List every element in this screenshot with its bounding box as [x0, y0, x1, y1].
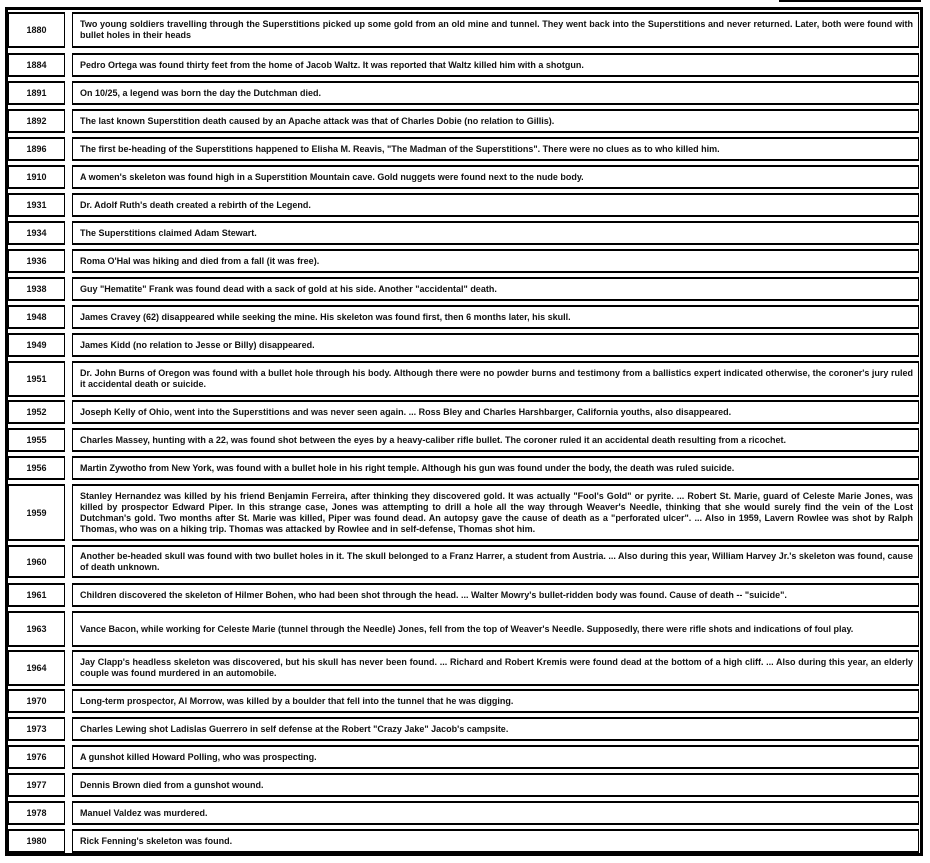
- year-cell: 1938: [8, 277, 65, 301]
- description-text: Children discovered the skeleton of Hilmer Bohen, who had been shot through the head. ... Walter Mowry's bullet-ridden body was found. Cause of death -- "suicide".: [80, 589, 787, 600]
- year-cell: 1960: [8, 545, 65, 578]
- year-cell: 1959: [8, 484, 65, 541]
- table-row: [8, 165, 924, 189]
- description-cell: [72, 689, 919, 713]
- table-row: [8, 689, 924, 713]
- table-row: [8, 583, 924, 607]
- description-cell: [72, 137, 919, 161]
- description-text: Martin Zywotho from New York, was found with a bullet hole in his right temple. Although his gun was found under the body, the death was ruled suicide.: [80, 462, 735, 473]
- description-cell: [72, 583, 919, 607]
- description-cell: [72, 165, 919, 189]
- table-row: [8, 829, 924, 853]
- description-cell: [72, 361, 919, 397]
- description-text: Charles Massey, hunting with a 22, was found shot between the eyes by a heavy-caliber rifle bullet. The coroner ruled it an accidental death resulting from a ricochet.: [80, 434, 787, 445]
- year-cell: 1948: [8, 305, 65, 329]
- table-row: [8, 53, 924, 77]
- description-text: James Kidd (no relation to Jesse or Billy) disappeared.: [80, 339, 315, 350]
- description-cell: [72, 773, 919, 797]
- year-cell: 1961: [8, 583, 65, 607]
- description-cell: [72, 400, 919, 424]
- description-text: The Superstitions claimed Adam Stewart.: [80, 227, 257, 238]
- description-cell: [72, 249, 919, 273]
- description-cell: [72, 305, 919, 329]
- description-text: Stanley Hernandez was killed by his friend Benjamin Ferreira, after thinking they discovered gold. It was actually "Fool's Gold" or pyrite. ... Robert St. Marie, guard of Celeste Marie Jones, was killed by prospector Edward Piper. In this strange case, Jones was attempting to drill a hole all the way through Weaver's Needle, thinking that she would surely find the vein of the Lost Dutchman's gold. Two months after St. Marie was killed, Piper was found dead. An autopsy gave the cause of death as a "perforated ulcer". ... Also in 1959, Lavern Rowlee was shot by Ralph Thomas, who was on a hiking trip. Thomas was attacked by Rowlee and in self-defense, Thomas shot him.: [80, 490, 913, 534]
- table-row: [8, 137, 924, 161]
- description-text: Rick Fenning's skeleton was found.: [80, 835, 233, 846]
- table-row: [8, 611, 924, 647]
- year-cell: 1978: [8, 801, 65, 825]
- description-cell: [72, 484, 919, 541]
- year-cell: 1936: [8, 249, 65, 273]
- description-text: Roma O'Hal was hiking and died from a fall (it was free).: [80, 255, 320, 266]
- description-cell: [72, 801, 919, 825]
- table-row: [8, 717, 924, 741]
- description-text: Two young soldiers travelling through the Superstitions picked up some gold from an old mine and tunnel. They went back into the Superstitions and never returned. Later, both were found with bullet holes in their heads: [80, 19, 913, 40]
- year-cell: 1980: [8, 829, 65, 853]
- description-text: Vance Bacon, while working for Celeste Marie (tunnel through the Needle) Jones, fell from the top of Weaver's Needle. Supposedly, there were rifle shots and indications of foul play.: [80, 623, 854, 634]
- description-text: The first be-heading of the Superstitions happened to Elisha M. Reavis, "The Madman of the Superstitions". There were no clues as to who killed him.: [80, 143, 720, 154]
- description-text: James Cravey (62) disappeared while seeking the mine. His skeleton was found first, then 6 months later, his skull.: [80, 311, 571, 322]
- table-row: [8, 428, 924, 452]
- year-cell: 1955: [8, 428, 65, 452]
- description-text: Pedro Ortega was found thirty feet from the home of Jacob Waltz. It was reported that Waltz killed him with a shotgun.: [80, 59, 584, 70]
- description-cell: [72, 611, 919, 647]
- table-row: [8, 773, 924, 797]
- table-row: [8, 745, 924, 769]
- description-cell: [72, 333, 919, 357]
- description-text: The last known Superstition death caused by an Apache attack was that of Charles Dobie (no relation to Gillis).: [80, 115, 555, 126]
- description-cell: [72, 456, 919, 480]
- table-row: [8, 305, 924, 329]
- description-text: Dr. Adolf Ruth's death created a rebirth of the Legend.: [80, 199, 311, 210]
- description-cell: [72, 12, 919, 48]
- table-row: [8, 109, 924, 133]
- table-row: [8, 361, 924, 397]
- table-row: [8, 221, 924, 245]
- description-cell: [72, 428, 919, 452]
- table-row: [8, 277, 924, 301]
- table-row: [8, 249, 924, 273]
- table-row: [8, 333, 924, 357]
- year-cell: 1896: [8, 137, 65, 161]
- description-cell: [72, 650, 919, 686]
- year-cell: 1956: [8, 456, 65, 480]
- table-row: [8, 484, 924, 541]
- year-cell: 1951: [8, 361, 65, 397]
- year-cell: 1891: [8, 81, 65, 105]
- description-cell: [72, 717, 919, 741]
- year-cell: 1973: [8, 717, 65, 741]
- year-cell: 1884: [8, 53, 65, 77]
- description-cell: [72, 829, 919, 853]
- description-cell: [72, 53, 919, 77]
- year-cell: 1964: [8, 650, 65, 686]
- year-cell: 1977: [8, 773, 65, 797]
- year-cell: 1892: [8, 109, 65, 133]
- table-row: [8, 193, 924, 217]
- table-row: [8, 12, 924, 48]
- description-text: Another be-headed skull was found with two bullet holes in it. The skull belonged to a Franz Harrer, a student from Austria. ... Also during this year, William Harvey Jr.'s skeleton was found, cause of death unknown.: [80, 550, 913, 572]
- table-row: [8, 400, 924, 424]
- description-text: Guy "Hematite" Frank was found dead with a sack of gold at his side. Another "accidental" death.: [80, 283, 497, 294]
- description-text: A gunshot killed Howard Polling, who was prospecting.: [80, 751, 317, 762]
- year-cell: 1949: [8, 333, 65, 357]
- description-text: Long-term prospector, Al Morrow, was killed by a boulder that fell into the tunnel that he was digging.: [80, 695, 514, 706]
- description-text: Dr. John Burns of Oregon was found with a bullet hole through his body. Although there were no powder burns and testimony from a ballistics expert indicated otherwise, the coroner's jury ruled it accidental death or suicide.: [80, 368, 913, 389]
- description-cell: [72, 545, 919, 578]
- description-cell: [72, 109, 919, 133]
- year-cell: 1970: [8, 689, 65, 713]
- top-edge-line: [779, 0, 921, 2]
- year-cell: 1910: [8, 165, 65, 189]
- table-row: [8, 545, 924, 578]
- table-row: [8, 801, 924, 825]
- year-cell: 1963: [8, 611, 65, 647]
- description-text: Charles Lewing shot Ladislas Guerrero in self defense at the Robert "Crazy Jake" Jacob's campsite.: [80, 723, 509, 734]
- description-cell: [72, 193, 919, 217]
- table-row: [8, 456, 924, 480]
- year-cell: 1880: [8, 12, 65, 48]
- description-text: Manuel Valdez was murdered.: [80, 807, 208, 818]
- table-row: [8, 650, 924, 686]
- description-cell: [72, 277, 919, 301]
- year-cell: 1976: [8, 745, 65, 769]
- description-text: Jay Clapp's headless skeleton was discovered, but his skull has never been found. ... Richard and Robert Kremis were found dead at the bottom of a high cliff. ... Also during this year, an elderly couple was found murdered in an automobile.: [80, 657, 913, 678]
- description-cell: [72, 81, 919, 105]
- table-row: [8, 81, 924, 105]
- description-text: On 10/25, a legend was born the day the Dutchman died.: [80, 87, 322, 98]
- year-cell: 1931: [8, 193, 65, 217]
- year-cell: 1934: [8, 221, 65, 245]
- description-text: Joseph Kelly of Ohio, went into the Superstitions and was never seen again. ... Ross Bley and Charles Harshbarger, California youths, also disappeared.: [80, 406, 732, 417]
- description-cell: [72, 221, 919, 245]
- description-cell: [72, 745, 919, 769]
- description-text: A women's skeleton was found high in a Superstition Mountain cave. Gold nuggets were found next to the nude body.: [80, 171, 584, 182]
- description-text: Dennis Brown died from a gunshot wound.: [80, 779, 264, 790]
- year-cell: 1952: [8, 400, 65, 424]
